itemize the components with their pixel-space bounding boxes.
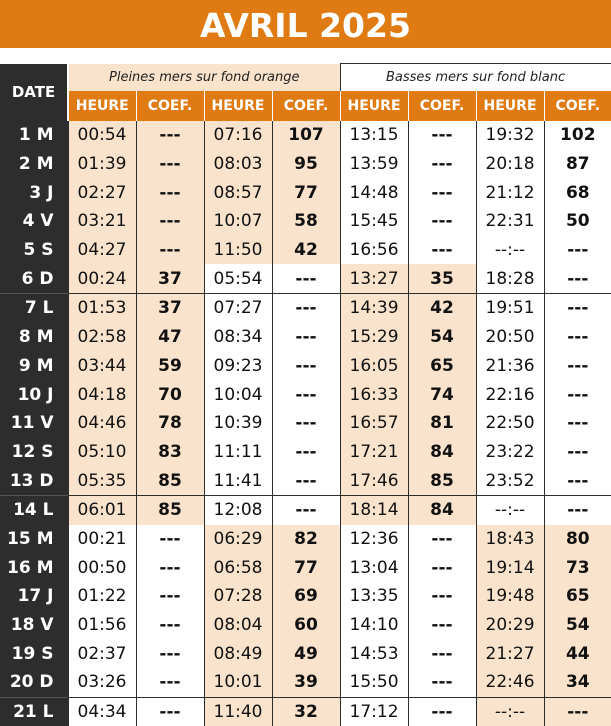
- table-row: [0, 639, 611, 668]
- table-row: [0, 294, 611, 323]
- date-header: DATE: [0, 64, 68, 122]
- time-cell: 01:22: [68, 582, 136, 611]
- coef-cell: ---: [136, 697, 204, 726]
- time-cell: 01:39: [68, 150, 136, 179]
- date-cell: 14 L: [0, 495, 68, 524]
- table-row: [0, 207, 611, 236]
- time-cell: 01:53: [68, 294, 136, 323]
- col-coef-1: COEF.: [136, 91, 204, 121]
- time-cell: 16:05: [340, 352, 408, 381]
- page-title: AVRIL 2025: [0, 0, 611, 48]
- time-cell: 08:49: [204, 639, 272, 668]
- time-cell: 04:34: [68, 697, 136, 726]
- date-cell: 6 D: [0, 264, 68, 293]
- time-cell: 13:04: [340, 553, 408, 582]
- coef-cell: ---: [272, 352, 340, 381]
- coef-cell: 80: [544, 525, 611, 554]
- coef-cell: ---: [272, 264, 340, 293]
- time-cell: 16:57: [340, 409, 408, 438]
- coef-cell: 49: [272, 639, 340, 668]
- coef-cell: 34: [544, 668, 611, 697]
- date-cell: 2 M: [0, 150, 68, 179]
- coef-cell: ---: [544, 323, 611, 352]
- coef-cell: ---: [408, 553, 476, 582]
- time-cell: 05:10: [68, 438, 136, 467]
- coef-cell: 74: [408, 380, 476, 409]
- coef-cell: 42: [272, 236, 340, 265]
- time-cell: 22:50: [476, 409, 544, 438]
- coef-cell: 32: [272, 697, 340, 726]
- coef-cell: 59: [136, 352, 204, 381]
- date-cell: 18 V: [0, 611, 68, 640]
- coef-cell: ---: [136, 582, 204, 611]
- time-cell: 04:18: [68, 380, 136, 409]
- time-cell: 06:01: [68, 495, 136, 524]
- coef-cell: ---: [136, 236, 204, 265]
- time-cell: 17:12: [340, 697, 408, 726]
- coef-cell: 60: [272, 611, 340, 640]
- table-row: [0, 323, 611, 352]
- time-cell: 17:21: [340, 438, 408, 467]
- table-row: [0, 121, 611, 150]
- time-cell: 05:35: [68, 466, 136, 495]
- time-cell: 03:21: [68, 207, 136, 236]
- col-heure-2: HEURE: [204, 91, 272, 121]
- coef-cell: 69: [272, 582, 340, 611]
- coef-cell: 44: [544, 639, 611, 668]
- coef-cell: ---: [272, 380, 340, 409]
- col-heure-4: HEURE: [476, 91, 544, 121]
- time-cell: 02:27: [68, 178, 136, 207]
- time-cell: 14:53: [340, 639, 408, 668]
- coef-cell: ---: [136, 121, 204, 150]
- coef-cell: ---: [136, 525, 204, 554]
- tide-table-body: [0, 121, 611, 726]
- date-cell: 4 V: [0, 207, 68, 236]
- time-cell: 00:21: [68, 525, 136, 554]
- coef-cell: ---: [408, 121, 476, 150]
- table-row: [0, 352, 611, 381]
- time-cell: 05:54: [204, 264, 272, 293]
- time-cell: 11:41: [204, 466, 272, 495]
- coef-cell: ---: [544, 380, 611, 409]
- time-cell: 07:28: [204, 582, 272, 611]
- date-cell: 20 D: [0, 668, 68, 697]
- tide-table-container: [0, 63, 611, 726]
- time-cell: 08:04: [204, 611, 272, 640]
- time-cell: 20:50: [476, 323, 544, 352]
- coef-cell: 107: [272, 121, 340, 150]
- date-cell: 7 L: [0, 294, 68, 323]
- time-cell: 15:45: [340, 207, 408, 236]
- coef-cell: 58: [272, 207, 340, 236]
- table-row: [0, 466, 611, 495]
- coef-cell: 39: [272, 668, 340, 697]
- date-cell: 13 D: [0, 466, 68, 495]
- coef-cell: 37: [136, 294, 204, 323]
- time-cell: 19:48: [476, 582, 544, 611]
- time-cell: 15:29: [340, 323, 408, 352]
- coef-cell: 77: [272, 178, 340, 207]
- time-cell: 07:27: [204, 294, 272, 323]
- coef-cell: ---: [272, 323, 340, 352]
- time-cell: 14:10: [340, 611, 408, 640]
- coef-cell: ---: [272, 409, 340, 438]
- coef-cell: 85: [408, 466, 476, 495]
- time-cell: 12:36: [340, 525, 408, 554]
- date-cell: 15 M: [0, 525, 68, 554]
- time-cell: 18:14: [340, 495, 408, 524]
- time-cell: 19:14: [476, 553, 544, 582]
- time-cell: 10:07: [204, 207, 272, 236]
- coef-cell: 84: [408, 495, 476, 524]
- time-cell: 04:27: [68, 236, 136, 265]
- coef-cell: 83: [136, 438, 204, 467]
- col-coef-4: COEF.: [544, 91, 611, 121]
- time-cell: --:--: [476, 495, 544, 524]
- time-cell: 21:12: [476, 178, 544, 207]
- time-cell: 13:15: [340, 121, 408, 150]
- coef-cell: ---: [544, 236, 611, 265]
- time-cell: 08:57: [204, 178, 272, 207]
- time-cell: 22:31: [476, 207, 544, 236]
- time-cell: 22:16: [476, 380, 544, 409]
- time-cell: 23:52: [476, 466, 544, 495]
- coef-cell: ---: [408, 236, 476, 265]
- coef-cell: 82: [272, 525, 340, 554]
- coef-cell: ---: [408, 178, 476, 207]
- date-cell: 1 M: [0, 121, 68, 150]
- date-cell: 16 M: [0, 553, 68, 582]
- date-cell: 19 S: [0, 639, 68, 668]
- coef-cell: ---: [408, 582, 476, 611]
- coef-cell: ---: [136, 639, 204, 668]
- coef-cell: ---: [136, 611, 204, 640]
- col-heure-3: HEURE: [340, 91, 408, 121]
- time-cell: 03:44: [68, 352, 136, 381]
- table-row: [0, 236, 611, 265]
- coef-cell: 85: [136, 466, 204, 495]
- time-cell: 12:08: [204, 495, 272, 524]
- time-cell: 23:22: [476, 438, 544, 467]
- col-heure-1: HEURE: [68, 91, 136, 121]
- coef-cell: 54: [408, 323, 476, 352]
- time-cell: 11:50: [204, 236, 272, 265]
- time-cell: 17:46: [340, 466, 408, 495]
- time-cell: 11:11: [204, 438, 272, 467]
- coef-cell: ---: [408, 207, 476, 236]
- coef-cell: ---: [272, 495, 340, 524]
- col-coef-3: COEF.: [408, 91, 476, 121]
- time-cell: 00:24: [68, 264, 136, 293]
- table-row: [0, 438, 611, 467]
- low-tide-label: Basses mers sur fond blanc: [340, 64, 611, 92]
- coef-cell: 73: [544, 553, 611, 582]
- time-cell: 18:43: [476, 525, 544, 554]
- tide-table: [0, 63, 611, 726]
- time-cell: 21:27: [476, 639, 544, 668]
- coef-cell: ---: [544, 352, 611, 381]
- coef-cell: 54: [544, 611, 611, 640]
- time-cell: 20:29: [476, 611, 544, 640]
- date-cell: 3 J: [0, 178, 68, 207]
- time-cell: 22:46: [476, 668, 544, 697]
- coef-cell: ---: [544, 264, 611, 293]
- time-cell: 16:33: [340, 380, 408, 409]
- coef-cell: 65: [544, 582, 611, 611]
- date-cell: 21 L: [0, 697, 68, 726]
- coef-cell: ---: [136, 668, 204, 697]
- coef-cell: ---: [408, 668, 476, 697]
- table-row: [0, 582, 611, 611]
- time-cell: 14:48: [340, 178, 408, 207]
- coef-cell: 47: [136, 323, 204, 352]
- coef-cell: ---: [408, 697, 476, 726]
- coef-cell: ---: [136, 207, 204, 236]
- coef-cell: 78: [136, 409, 204, 438]
- coef-cell: ---: [272, 466, 340, 495]
- time-cell: 02:37: [68, 639, 136, 668]
- coef-cell: 95: [272, 150, 340, 179]
- coef-cell: ---: [544, 294, 611, 323]
- coef-cell: 65: [408, 352, 476, 381]
- time-cell: 18:28: [476, 264, 544, 293]
- coef-cell: ---: [408, 150, 476, 179]
- time-cell: 01:56: [68, 611, 136, 640]
- time-cell: 13:35: [340, 582, 408, 611]
- coef-cell: ---: [544, 495, 611, 524]
- time-cell: 20:18: [476, 150, 544, 179]
- time-cell: 15:50: [340, 668, 408, 697]
- coef-cell: 50: [544, 207, 611, 236]
- time-cell: 06:29: [204, 525, 272, 554]
- coef-cell: ---: [136, 150, 204, 179]
- time-cell: 08:34: [204, 323, 272, 352]
- coef-cell: 87: [544, 150, 611, 179]
- coef-cell: ---: [136, 178, 204, 207]
- coef-cell: ---: [408, 525, 476, 554]
- table-row: [0, 525, 611, 554]
- time-cell: 11:40: [204, 697, 272, 726]
- time-cell: 21:36: [476, 352, 544, 381]
- date-cell: 10 J: [0, 380, 68, 409]
- time-cell: 06:58: [204, 553, 272, 582]
- time-cell: 00:50: [68, 553, 136, 582]
- coef-cell: 37: [136, 264, 204, 293]
- time-cell: 14:39: [340, 294, 408, 323]
- time-cell: --:--: [476, 236, 544, 265]
- coef-cell: ---: [544, 466, 611, 495]
- table-row: [0, 611, 611, 640]
- time-cell: 16:56: [340, 236, 408, 265]
- table-row: [0, 380, 611, 409]
- coef-cell: 102: [544, 121, 611, 150]
- coef-cell: 84: [408, 438, 476, 467]
- time-cell: 10:39: [204, 409, 272, 438]
- time-cell: 00:54: [68, 121, 136, 150]
- coef-cell: 85: [136, 495, 204, 524]
- coef-cell: 42: [408, 294, 476, 323]
- time-cell: 10:01: [204, 668, 272, 697]
- time-cell: 10:04: [204, 380, 272, 409]
- coef-cell: 70: [136, 380, 204, 409]
- time-cell: 09:23: [204, 352, 272, 381]
- date-cell: 17 J: [0, 582, 68, 611]
- coef-cell: ---: [136, 553, 204, 582]
- coef-cell: ---: [544, 438, 611, 467]
- high-tide-label: Pleines mers sur fond orange: [68, 64, 340, 92]
- time-cell: --:--: [476, 697, 544, 726]
- time-cell: 13:59: [340, 150, 408, 179]
- table-row: [0, 150, 611, 179]
- coef-cell: ---: [408, 611, 476, 640]
- coef-cell: 77: [272, 553, 340, 582]
- time-cell: 04:46: [68, 409, 136, 438]
- col-coef-2: COEF.: [272, 91, 340, 121]
- table-row: [0, 668, 611, 697]
- coef-cell: ---: [544, 697, 611, 726]
- table-row: [0, 178, 611, 207]
- time-cell: 13:27: [340, 264, 408, 293]
- date-cell: 5 S: [0, 236, 68, 265]
- time-cell: 19:32: [476, 121, 544, 150]
- date-cell: 8 M: [0, 323, 68, 352]
- coef-cell: ---: [272, 438, 340, 467]
- table-row: [0, 264, 611, 293]
- time-cell: 08:03: [204, 150, 272, 179]
- coef-cell: 81: [408, 409, 476, 438]
- date-cell: 12 S: [0, 438, 68, 467]
- time-cell: 07:16: [204, 121, 272, 150]
- table-row: [0, 409, 611, 438]
- date-cell: 9 M: [0, 352, 68, 381]
- time-cell: 19:51: [476, 294, 544, 323]
- table-row: [0, 553, 611, 582]
- coef-cell: ---: [408, 639, 476, 668]
- coef-cell: 35: [408, 264, 476, 293]
- time-cell: 02:58: [68, 323, 136, 352]
- coef-cell: ---: [544, 409, 611, 438]
- date-cell: 11 V: [0, 409, 68, 438]
- time-cell: 03:26: [68, 668, 136, 697]
- coef-cell: ---: [272, 294, 340, 323]
- table-row: [0, 495, 611, 524]
- coef-cell: 68: [544, 178, 611, 207]
